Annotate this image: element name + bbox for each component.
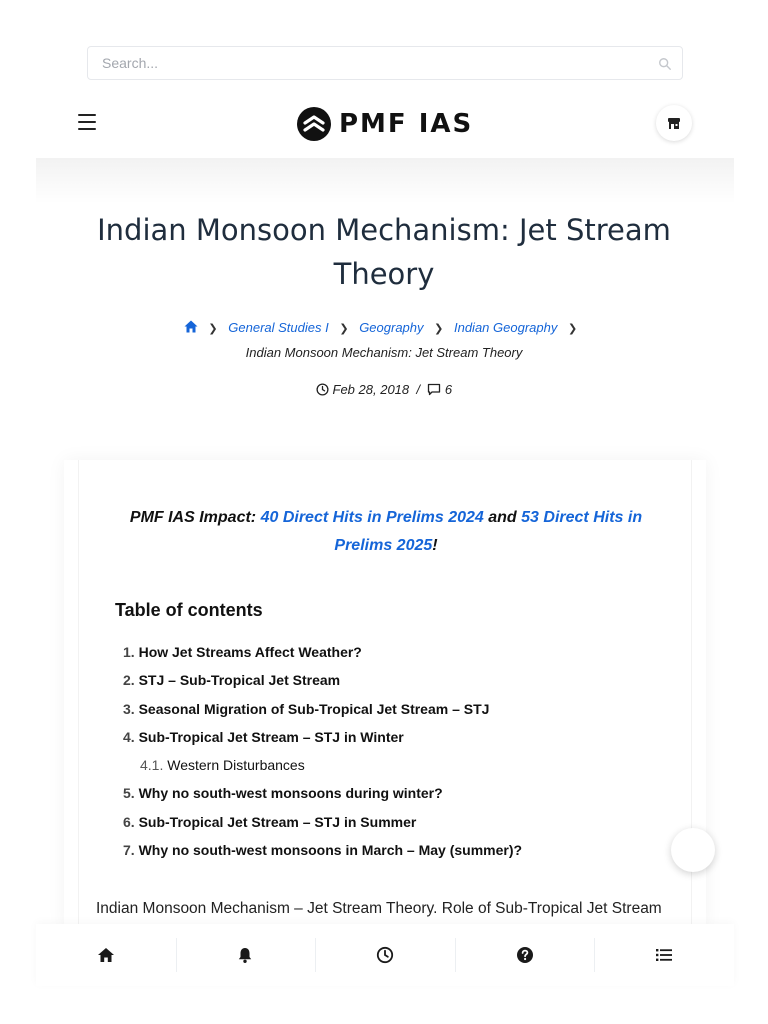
- breadcrumb-link-indian-geography[interactable]: Indian Geography: [453, 320, 558, 335]
- impact-prefix: PMF IAS Impact:: [129, 509, 261, 526]
- list-icon: [655, 946, 673, 964]
- toc-item[interactable]: [123, 695, 663, 723]
- toc-item-label[interactable]: Seasonal Migration of Sub-Tropical Jet Stream – STJ: [138, 700, 490, 717]
- toc-item[interactable]: [123, 836, 663, 864]
- toc-item[interactable]: [123, 779, 663, 807]
- toc-item[interactable]: [123, 808, 663, 836]
- impact-suffix: !: [432, 537, 438, 554]
- toc-item-number: 5.: [123, 785, 135, 802]
- meta-separator: /: [412, 382, 424, 397]
- bottom-nav: [36, 924, 734, 986]
- toc-item-label[interactable]: STJ – Sub-Tropical Jet Stream: [138, 672, 341, 689]
- store-icon: [667, 117, 681, 130]
- breadcrumb: [84, 316, 684, 365]
- toc-item-number: 2.: [123, 672, 135, 689]
- hamburger-menu-icon[interactable]: [78, 114, 96, 130]
- toc-item-label[interactable]: Why no south-west monsoons in March – May (summer)?: [138, 842, 523, 859]
- toc-list: [123, 638, 663, 864]
- site-logo[interactable]: [297, 105, 473, 143]
- toc-item-number: 4.1.: [140, 757, 164, 774]
- impact-middle: and: [483, 509, 522, 526]
- toc-item-number: 3.: [123, 700, 135, 717]
- toc-item[interactable]: [123, 638, 663, 666]
- comment-count[interactable]: 6: [444, 382, 453, 397]
- shop-button[interactable]: [656, 105, 692, 141]
- toc-item-label[interactable]: Why no south-west monsoons during winter?: [138, 785, 443, 802]
- chevron-right-icon: ❯: [208, 323, 218, 335]
- toc-item[interactable]: [123, 666, 663, 694]
- search-icon[interactable]: [658, 57, 672, 71]
- toc-item-number: 1.: [123, 644, 135, 660]
- clock-icon: [316, 383, 329, 396]
- breadcrumb-current: Indian Monsoon Mechanism: Jet Stream Theory: [245, 345, 523, 360]
- page-title: Indian Monsoon Mechanism: Jet Stream Theory: [97, 213, 671, 291]
- bottom-nav-notifications[interactable]: [176, 924, 316, 986]
- impact-link-2025[interactable]: 53 Direct Hits in Prelims 2025: [334, 509, 643, 554]
- article-body-text: Indian Monsoon Mechanism – Jet Stream Theory. Role of Sub-Tropical Jet Stream: [96, 900, 662, 917]
- breadcrumb-link-geography[interactable]: Geography: [359, 320, 424, 335]
- toc-item-number: 6.: [123, 813, 135, 830]
- home-icon: [97, 946, 115, 964]
- site-header: [36, 90, 734, 160]
- toc-item-number: 7.: [123, 842, 135, 859]
- breadcrumb-link-general-studies[interactable]: General Studies I: [228, 320, 329, 335]
- toc-item-label[interactable]: Sub-Tropical Jet Stream – STJ in Summer: [138, 813, 417, 830]
- toc-item-label[interactable]: How Jet Streams Affect Weather?: [138, 644, 362, 660]
- toc-item-label[interactable]: Western Disturbances: [167, 757, 305, 774]
- content-card: [64, 460, 706, 930]
- bottom-nav-menu[interactable]: [594, 924, 734, 986]
- toc-subitem[interactable]: [123, 751, 663, 779]
- impact-banner: [103, 504, 669, 560]
- floating-action-button[interactable]: [671, 828, 715, 872]
- bottom-nav-home[interactable]: [36, 924, 176, 986]
- toc-item[interactable]: [123, 723, 663, 751]
- comment-icon[interactable]: [427, 383, 441, 396]
- logo-mark-icon: [297, 107, 331, 141]
- breadcrumb-home-icon[interactable]: [184, 320, 198, 333]
- impact-link-2024[interactable]: 40 Direct Hits in Prelims 2024: [260, 509, 484, 526]
- header-shadow: [36, 158, 734, 204]
- chevron-right-icon: ❯: [434, 323, 444, 335]
- help-icon: [516, 946, 534, 964]
- content-card-inner: [78, 460, 692, 930]
- toc-item-number: 4.: [123, 728, 135, 745]
- bell-icon: [236, 946, 254, 964]
- search-box[interactable]: [87, 46, 683, 80]
- chevron-right-icon: ❯: [339, 323, 349, 335]
- toc-item-label[interactable]: Sub-Tropical Jet Stream – STJ in Winter: [138, 728, 404, 745]
- bottom-nav-help[interactable]: [455, 924, 595, 986]
- bottom-nav-recent[interactable]: [315, 924, 455, 986]
- toc-title: Table of contents: [115, 600, 263, 620]
- logo-text: PMF IAS: [339, 109, 474, 139]
- search-input[interactable]: [88, 47, 682, 79]
- clock-icon: [376, 946, 394, 964]
- post-meta: [84, 380, 684, 400]
- chevron-right-icon: ❯: [567, 323, 578, 335]
- post-date: Feb 28, 2018: [332, 382, 410, 397]
